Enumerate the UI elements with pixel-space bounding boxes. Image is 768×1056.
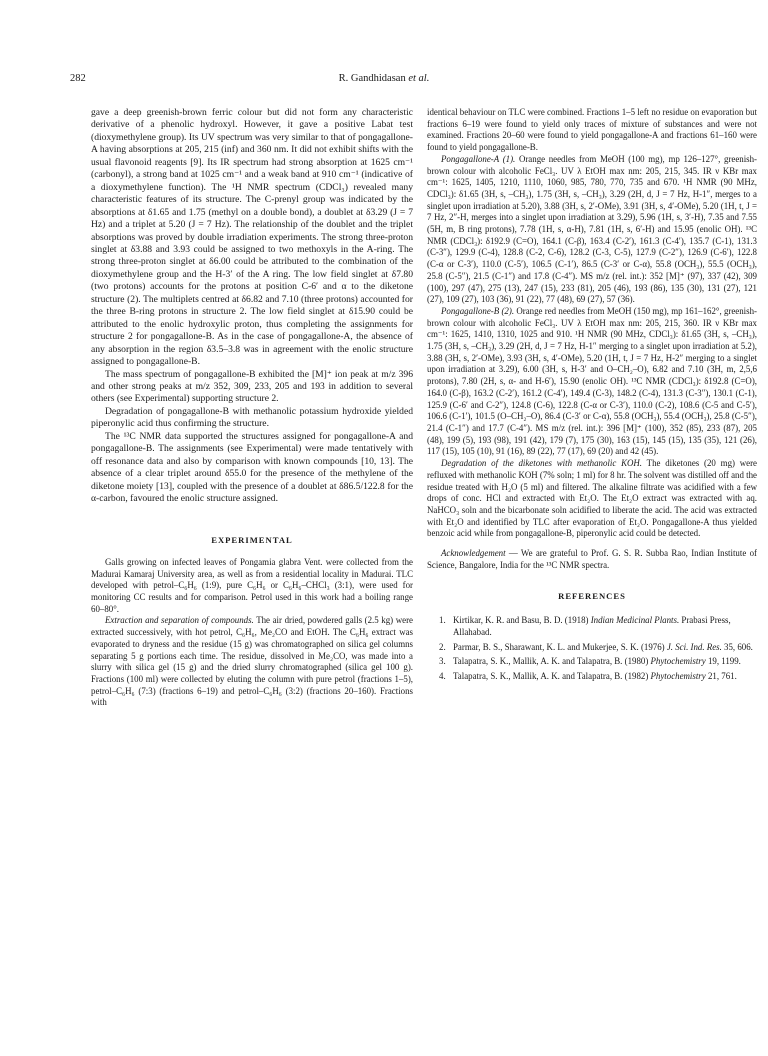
reference-authors: Parmar, B. S., Sharawant, K. L. and Mukerjee, S. K. (1976) [453, 641, 667, 652]
reference-number: 1. [439, 615, 446, 626]
acknowledgement-subhead: Acknowledgement [441, 548, 506, 559]
references-heading: REFERENCES [558, 591, 626, 602]
pongagallone-a-subhead: Pongagallone-A (1). [441, 153, 516, 164]
right-column [427, 107, 757, 686]
extraction-text: The air dried, powdered galls (2.5 kg) were extracted successively, with hot petrol, C₆H₆, Me₂CO and EtOH. The C₆H₆ extract was evaporated to dryness and the residue (15 g) was chromatographed on silica gel columns separating 5 g portions each time. The residue, dissolved in Me₂CO, was made into a slurry with silica gel (15 g) and the dried slurry chromatographed (silica gel 100 g). Fractions (100 ml) were collected by eluting the column with pure petrol (fractions 1–5), petrol–C₆H₆ (7:3) (fractions 6–19) and petrol–C₆H₆ (3:2) (fractions 20–160). Fractions with [91, 615, 413, 708]
reference-item [427, 671, 757, 683]
degradation-paragraph: Degradation of pongagallone-B with methanolic potassium hydroxide yielded piperonylic acid thus confirming the structure. [91, 405, 413, 430]
koh-degradation-subhead: Degradation of the diketones with methanolic KOH. [441, 458, 643, 469]
reference-journal: J. Sci. Ind. Res. [666, 641, 722, 652]
acknowledgement-paragraph [427, 548, 757, 571]
extraction-paragraph [91, 615, 413, 709]
running-head [0, 73, 768, 84]
reference-journal: Phytochemistry [650, 656, 706, 667]
galls-paragraph: Galls growing on infected leaves of Pongamia glabra Vent. were collected from the Madurai Kamaraj University area, as well as from a residential locality in Madurai. TLC developed with petrol–C₆H₆ (1:9), pure C₆H₆ or C₆H₆–CHCl₃ (3:1), were used for monitoring CC results and for comparison. Petrol used in this work had a boiling range 60–80°. [91, 556, 413, 614]
pongagallone-a-text: Orange needles from MeOH (100 mg), mp 126–127°, greenish-brown colour with alcoholic FeCl₃. UV λ EtOH max nm: 205, 215, 345. IR ν KBr max cm⁻¹: 1625, 1405, 1210, 1110, 1060, 985, 780, 770, 735 and 670. ¹H NMR (90 MHz, CDCl₃): δ1.65 (3H, s, –CH₃), 1.75 (3H, s, –CH₃), 3.29 (2H, d, J = 7 Hz, H-1″, merges to a singlet upon irradiation at 5.20), 3.88 (3H, s, 2′-OMe), 3.91 (3H, s, 4′-OMe), 5.20 (1H, t, J = 7 Hz, 2″-H, merges into a singlet upon irradiation at 3.29), 5.96 (1H, s, 3′-H), 7.35 and 7.55 (5H, m, B ring protons), 7.78 (1H, s, α-H), 7.81 (1H, s, 6′-H) and 15.95 (enolic OH). ¹³C NMR (CDCl₃): δ192.9 (C=O), 164.1 (C-β), 163.4 (C-2′), 161.3 (C-4′), 135.7 (C-1), 131.3 (C-3″), 129.9 (C-4), 128.8 (C-2, C-6), 128.2 (C-3, C-5), 127.9 (C-2″), 126.9 (C-6′), 122.8 (C-α or C-3′), 110.0 (C-5′), 106.5 (C-1′), 86.5 (C-3′ or C-α), 55.8 (OCH₃), 55.5 (OCH₃), 25.8 (C-5″), 21.5 (C-1″) and 17.8 (C-4″). MS m/z (rel. int.): 352 [M]⁺ (97), 337 (42), 309 (100), 297 (47), 275 (13), 247 (15), 233 (81), 205 (46), 193 (86), 135 (30), 131 (27), 121 (27), 109 (27), 103 (36), 91 (22), 77 (48), 69 (27), 57 (36). [427, 153, 758, 305]
reference-number: 3. [439, 656, 446, 667]
running-head-author: R. Gandhidasan [338, 73, 406, 84]
reference-number: 4. [439, 670, 446, 681]
reference-details: 19, 1199. [705, 656, 741, 667]
reference-journal: Indian Medicinal Plants. [590, 615, 680, 626]
references-list [427, 615, 757, 683]
pongagallone-b-text: Orange red needles from MeOH (150 mg), mp 161–162°, greenish-brown colour with alcoholic FeCl₃. UV λ EtOH max nm: 205, 215, 360. IR ν KBr max cm⁻¹: 1625, 1410, 1310, 1025 and 910. ¹H NMR (90 MHz, CDCl₃): δ1.65 (3H, s, –CH₃), 1.75 (3H, s, –CH₃), 3.29 (2H, d, J = 7 Hz, H-1″ merging to a singlet upon irradiation at 5.2), 3.88 (3H, s, 2′-OMe), 3.93 (3H, s, 4′-OMe), 5.20 (1H, t, J = 7 Hz, H-2″ merging to a singlet upon irradiation at 3.29), 6.00 (3H, s, H-3′ and O–CH₂–O), 6.82 and 7.10 (3H, m, 2,5,6 protons), 7.80 (2H, s, α- and H-6′), 15.90 (enolic OH). ¹³C NMR (CDCl₃): δ192.8 (C=O), 164.0 (C-β), 163.2 (C-2′), 161.2 (C-4′), 149.4 (C-3), 148.2 (C-4), 131.3 (C-3″), 130.1 (C-1), 125.9 (C-6′ and C-2″), 124.8 (C-6), 122.8 (C-α or C-3′), 110.0 (C-2), 108.6 (C-5 and C-5′), 106.6 (C-1′), 101.5 (O–CH₂–O), 86.4 (C-3′ or C-α), 55.8 (OCH₃), 55.4 (OCH₃), 25.8 (C-5″), 21.4 (C-1″) and 17.7 (C-4″). MS m/z (rel. int.): 396 [M]⁺ (100), 352 (85), 233 (87), 205 (48), 199 (5), 193 (98), 191 (42), 179 (7), 175 (30), 163 (15), 145 (15), 135 (35), 121 (26), 117 (15), 105 (10), 91 (16), 89 (22), 77 (17), 69 (20) and 42 (45). [427, 305, 757, 457]
c13-nmr-paragraph: The ¹³C NMR data supported the structures assigned for pongagallone-A and pongagallone-B. The assignments (see Experimental) were made tentatively with off resonance data and also by comparison with known compounds [10, 13]. The absence of a clear triplet around δ55.0 for the presence of the methylene of the diketone moiety [13], coupled with the presence of a doublet at δ86.5/122.8 for the α-carbon, favoured the enolic structure assigned. [91, 430, 413, 505]
extraction-subhead: Extraction and separation of compounds. [105, 615, 254, 626]
reference-authors: Kirtikar, K. R. and Basu, B. D. (1918) [453, 615, 591, 626]
reference-authors: Talapatra, S. K., Mallik, A. K. and Talapatra, B. (1982) [453, 670, 651, 681]
reference-details: Prabasi Press, Allahabad. [453, 615, 731, 637]
pongagallone-b-paragraph [427, 306, 757, 458]
reference-item [427, 642, 757, 654]
reference-item [427, 656, 757, 668]
koh-degradation-paragraph [427, 458, 757, 540]
mass-spectrum-paragraph: The mass spectrum of pongagallone-B exhibited the [M]⁺ ion peak at m/z 396 and other strong peaks at m/z 352, 309, 233, 205 and 193 in addition to several others (see Experimental) supporting structure 2. [91, 368, 413, 405]
koh-degradation-text: The diketones (20 mg) were refluxed with methanolic KOH (7% soln; 1 ml) for 8 hr. The solvent was distilled off and the residue treated with H₂O (5 ml) and filtered. The alkaline filtrate was acidified with a few drops of conc. HCl and extracted with Et₂O. The Et₂O extract was extracted with aq. NaHCO₃ soln and the bicarbonate soln acidified to liberate the acid. The acid was extracted with Et₂O and identified by TLC after evaporation of Et₂O. Pongagallone-A thus yielded benzoic acid while from pongagallone-B, piperonylic acid could be detected. [427, 458, 757, 539]
experimental-heading: EXPERIMENTAL [211, 534, 293, 545]
page-number: 282 [70, 73, 86, 84]
discussion-paragraph: gave a deep greenish-brown ferric colour but did not form any characteristic derivative of a phenolic hydroxyl. However, it gave a positive Labat test (dioxymethylene group). Its UV spectrum was very similar to that of pongagallone-A having absorptions at 205, 215 (inf) and 360 nm. It did not exhibit shifts with the usual flavonoid reagents [9]. Its IR spectrum had strong absorption at 1625 cm⁻¹ (carbonyl), a strong band at 1025 cm⁻¹ and a weak band at 910 cm⁻¹ (indicative of a dioxymethylene function). The ¹H NMR spectrum (CDCl₃) revealed many characteristic features of its structure. The C-prenyl group was indicated by the absorptions at δ1.65 and 1.75 (methyl on a double bond), a doublet at δ3.29 (J = 7 Hz) and a triplet at 5.20 (J = 7 Hz). The relationship of the doublet and the triplet absorptions was proved by double irradiation experiments. The strong three-proton singlet at δ3.88 and 3.93 could be assigned to two methoxyls in the A-ring. The strong three-proton singlet at δ6.00 could be attributed to the combination of the dioxymethylene group and the H-3′ of the A ring. The low field singlet at δ7.80 (two protons) accounts for the protons at position C-6′ and α to the diketone structure (2). The multiplets centred at δ6.82 and 7.10 (three protons) accounted for the three B-ring protons in structure 2. The low field singlet at δ15.90 could be attributed to the enolic hydroxylic proton, thus completing the assignments for structure 2 for pongagallone-B. As in the case of pongagallone-A, the absence of any absorption in the region δ3.5–3.8 was in agreement with the enolic structure assigned to pongagallone-B. [91, 107, 413, 368]
reference-journal: Phytochemistry [650, 670, 706, 681]
pongagallone-a-paragraph [427, 154, 757, 306]
pongagallone-b-subhead: Pongagallone-B (2). [441, 305, 515, 316]
reference-details: 35, 606. [721, 641, 753, 652]
fractions-paragraph: identical behaviour on TLC were combined. Fractions 1–5 left no residue on evaporation but fractions 6–19 were found to yield only traces of mixture of substances and were not examined. Fractions 20–60 were found to yield pongagallone-A and fractions 61–160 were found to yield pongagallone-B. [427, 107, 757, 153]
reference-number: 2. [439, 641, 446, 652]
left-column [91, 107, 413, 709]
reference-item [427, 615, 757, 638]
running-head-etal: et al. [408, 73, 430, 84]
acknowledgement-text: — We are grateful to Prof. G. S. R. Subba Rao, Indian Institute of Science, Bangalore, India for the ¹³C NMR spectra. [427, 548, 757, 570]
reference-details: 21, 761. [705, 670, 737, 681]
reference-authors: Talapatra, S. K., Mallik, A. K. and Talapatra, B. (1980) [453, 656, 651, 667]
